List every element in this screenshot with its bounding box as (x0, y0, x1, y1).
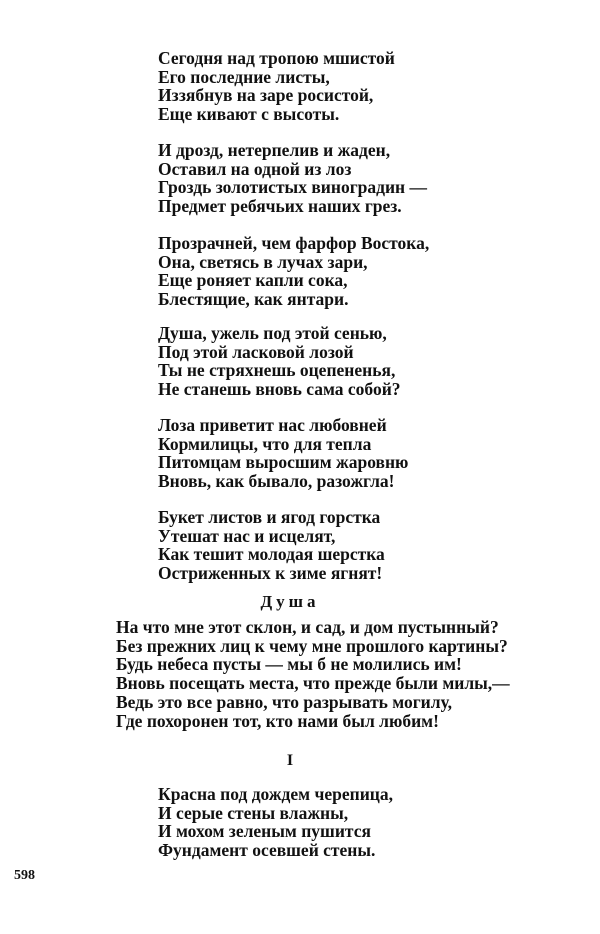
page-number: 598 (14, 868, 35, 883)
poem-line: И дрозд, нетерпелив и жаден, (158, 140, 391, 160)
poem-title: Душа (260, 592, 320, 611)
poem-line: Прозрачней, чем фарфор Востока, (158, 233, 430, 253)
poem-line: Блестящие, как янтари. (158, 289, 349, 310)
poem2-stanza (116, 618, 510, 730)
poem1-stanza-2 (158, 141, 427, 216)
poem-line: Букет листов и ягод горстка (158, 507, 381, 527)
poem-line: И мохом зеленым пушится (158, 821, 371, 842)
poem-line: Будь небеса пусты — мы б не молились им! (116, 654, 462, 675)
poem-line: Под этой ласковой лозой (158, 341, 354, 362)
poem1-stanza-6 (158, 508, 385, 583)
poem-line: Остриженных к зиме ягнят! (158, 563, 383, 584)
poem-line: Питомцам выросшим жаровню (158, 452, 409, 473)
section-numeral: I (286, 752, 294, 769)
poem-line: Душа, ужель под этой сенью, (158, 323, 387, 343)
poem-line: Красна под дождем черепица, (158, 784, 393, 804)
poem-line: Его последние листы, (158, 66, 330, 87)
poem3-stanza (158, 785, 393, 860)
poem1-stanza-4 (158, 324, 401, 399)
poem-line: Не станешь вновь сама собой? (158, 379, 401, 400)
poem1-stanza-1 (158, 49, 395, 124)
poem-line: На что мне этот склон, и сад, и дом пустынный? (116, 617, 499, 637)
poem-line: Утешат нас и исцелят, (158, 525, 336, 546)
poem-line: Без прежних лиц к чему мне прошлого картины? (116, 635, 508, 656)
poem-line: Гроздь золотистых виноградин — (158, 177, 428, 198)
poem-line: Где похоронен тот, кто нами был любим! (116, 710, 439, 731)
poem-line: Она, светясь в лучах зари, (158, 251, 368, 272)
poem-line: Предмет ребячьих наших грез. (158, 196, 402, 217)
poem-line: И серые стены влажны, (158, 802, 349, 823)
poem-line: Оставил на одной из лоз (158, 158, 352, 179)
poem1-stanza-3 (158, 234, 429, 309)
poem-line: Как тешит молодая шерстка (158, 544, 385, 565)
poem-line: Иззябнув на заре росистой, (158, 85, 374, 106)
poem-line: Фундамент осевшей стены. (158, 840, 376, 861)
poem1-stanza-5 (158, 416, 408, 491)
poem-line: Сегодня над тропою мшистой (158, 48, 395, 68)
poem-line: Кормилицы, что для тепла (158, 433, 372, 454)
poem-line: Вновь, как бывало, разожгла! (158, 471, 395, 492)
poem-line: Лоза приветит нас любовней (158, 415, 387, 435)
poem-line: Еще роняет капли сока, (158, 270, 348, 291)
poem-line: Еще кивают с высоты. (158, 104, 340, 125)
poem-line: Ведь это все равно, что разрывать могилу, (116, 691, 452, 712)
poem-line: Ты не стряхнешь оцепененья, (158, 360, 396, 381)
poem-line: Вновь посещать места, что прежде были милы,— (116, 673, 510, 694)
